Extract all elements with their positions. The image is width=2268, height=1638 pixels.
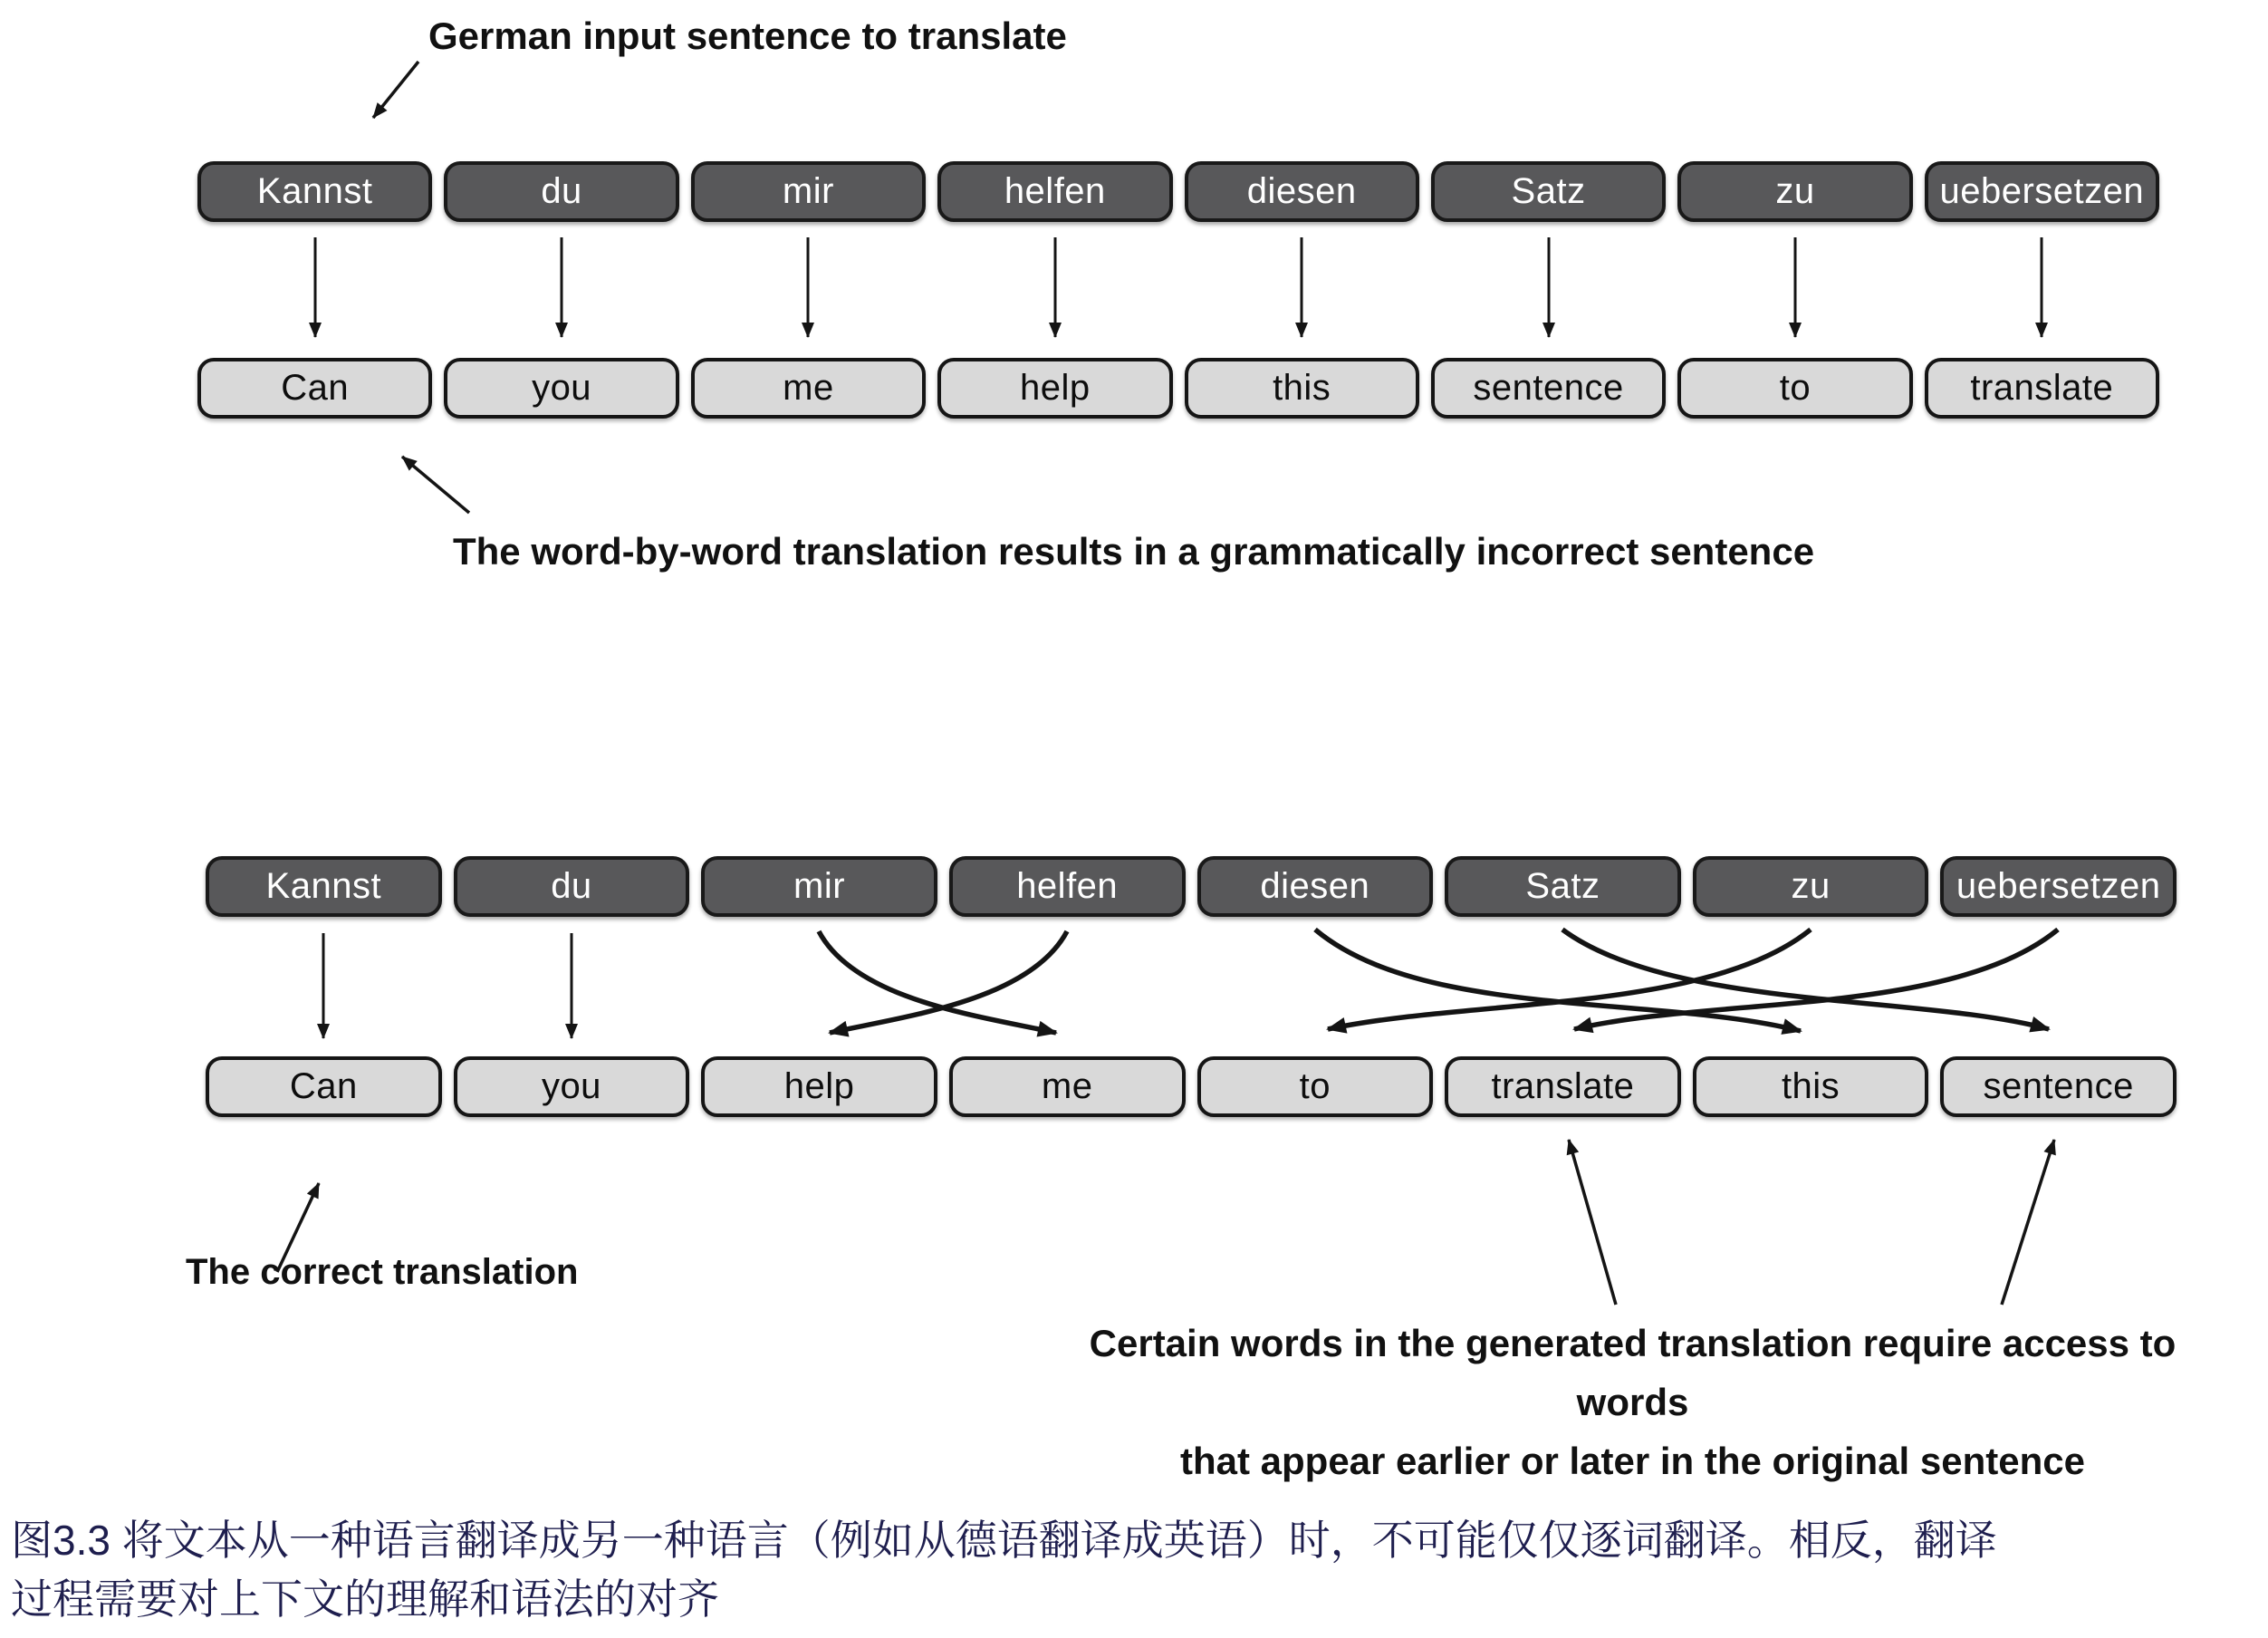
english-word-box: translate [1445,1056,1681,1117]
german-word-box: uebersetzen [1925,161,2159,222]
correct-english-row [206,1056,2177,1117]
german-word-box: Kannst [206,856,442,917]
german-word-box: mir [701,856,937,917]
english-word-box: you [444,358,678,419]
context-access-label-line2: that appear earlier or later in the original sentence [1180,1440,2085,1483]
arrow-uebersetzen-translate [1574,930,2058,1029]
german-word-box: mir [691,161,926,222]
context-access-label [1064,1314,2201,1490]
german-word-box: helfen [937,161,1172,222]
english-word-box: sentence [1940,1056,2177,1117]
german-row-bottom [206,856,2177,917]
figure-caption-line2: 过程需要对上下文的理解和语法的对齐 [11,1575,719,1624]
german-word-box: diesen [1185,161,1419,222]
german-input-leader-arrow [373,62,418,118]
german-word-box: zu [1693,856,1929,917]
german-word-box: Satz [1431,161,1666,222]
german-word-box: helfen [949,856,1186,917]
english-word-box: help [937,358,1172,419]
english-word-box: help [701,1056,937,1117]
figure-caption-line1: 图3.3 将文本从一种语言翻译成另一种语言（例如从德语翻译成英语）时，不可能仅仅逐词翻译。相反，翻译 [11,1517,1997,1564]
context-access-label-line1: Certain words in the generated translation require access to words [1089,1322,2177,1424]
german-word-box: uebersetzen [1940,856,2177,917]
correct-translation-label: The correct translation [186,1252,579,1292]
word-by-word-leader-arrow [402,457,469,513]
word-by-word-arrows [315,237,2042,337]
arrow-satz-sentence [1562,930,2049,1029]
english-word-box: sentence [1431,358,1666,419]
german-row-top [197,161,2159,222]
context-leader-arrow-sentence [2002,1140,2054,1305]
english-word-box: me [691,358,926,419]
english-word-box: you [454,1056,690,1117]
arrow-zu-to [1328,930,1811,1029]
german-word-box: Satz [1445,856,1681,917]
english-word-box: me [949,1056,1186,1117]
english-word-box: Can [197,358,432,419]
english-word-box: to [1197,1056,1434,1117]
arrow-mir-me [819,931,1056,1033]
german-word-box: zu [1677,161,1912,222]
english-word-box: this [1693,1056,1929,1117]
word-by-word-label: The word-by-word translation results in a grammatically incorrect sentence [453,530,1815,573]
alignment-arrows [323,930,2058,1038]
arrow-diesen-this [1315,930,1801,1031]
german-word-box: du [444,161,678,222]
english-word-box: translate [1925,358,2159,419]
english-word-box: Can [206,1056,442,1117]
literal-english-row [197,358,2159,419]
german-word-box: Kannst [197,161,432,222]
german-word-box: du [454,856,690,917]
english-word-box: this [1185,358,1419,419]
german-input-label: German input sentence to translate [428,14,1067,57]
english-word-box: to [1677,358,1912,419]
arrow-helfen-help [830,931,1067,1033]
figure-caption [11,1511,2263,1630]
context-leader-arrow-translate [1569,1140,1616,1305]
german-word-box: diesen [1197,856,1434,917]
